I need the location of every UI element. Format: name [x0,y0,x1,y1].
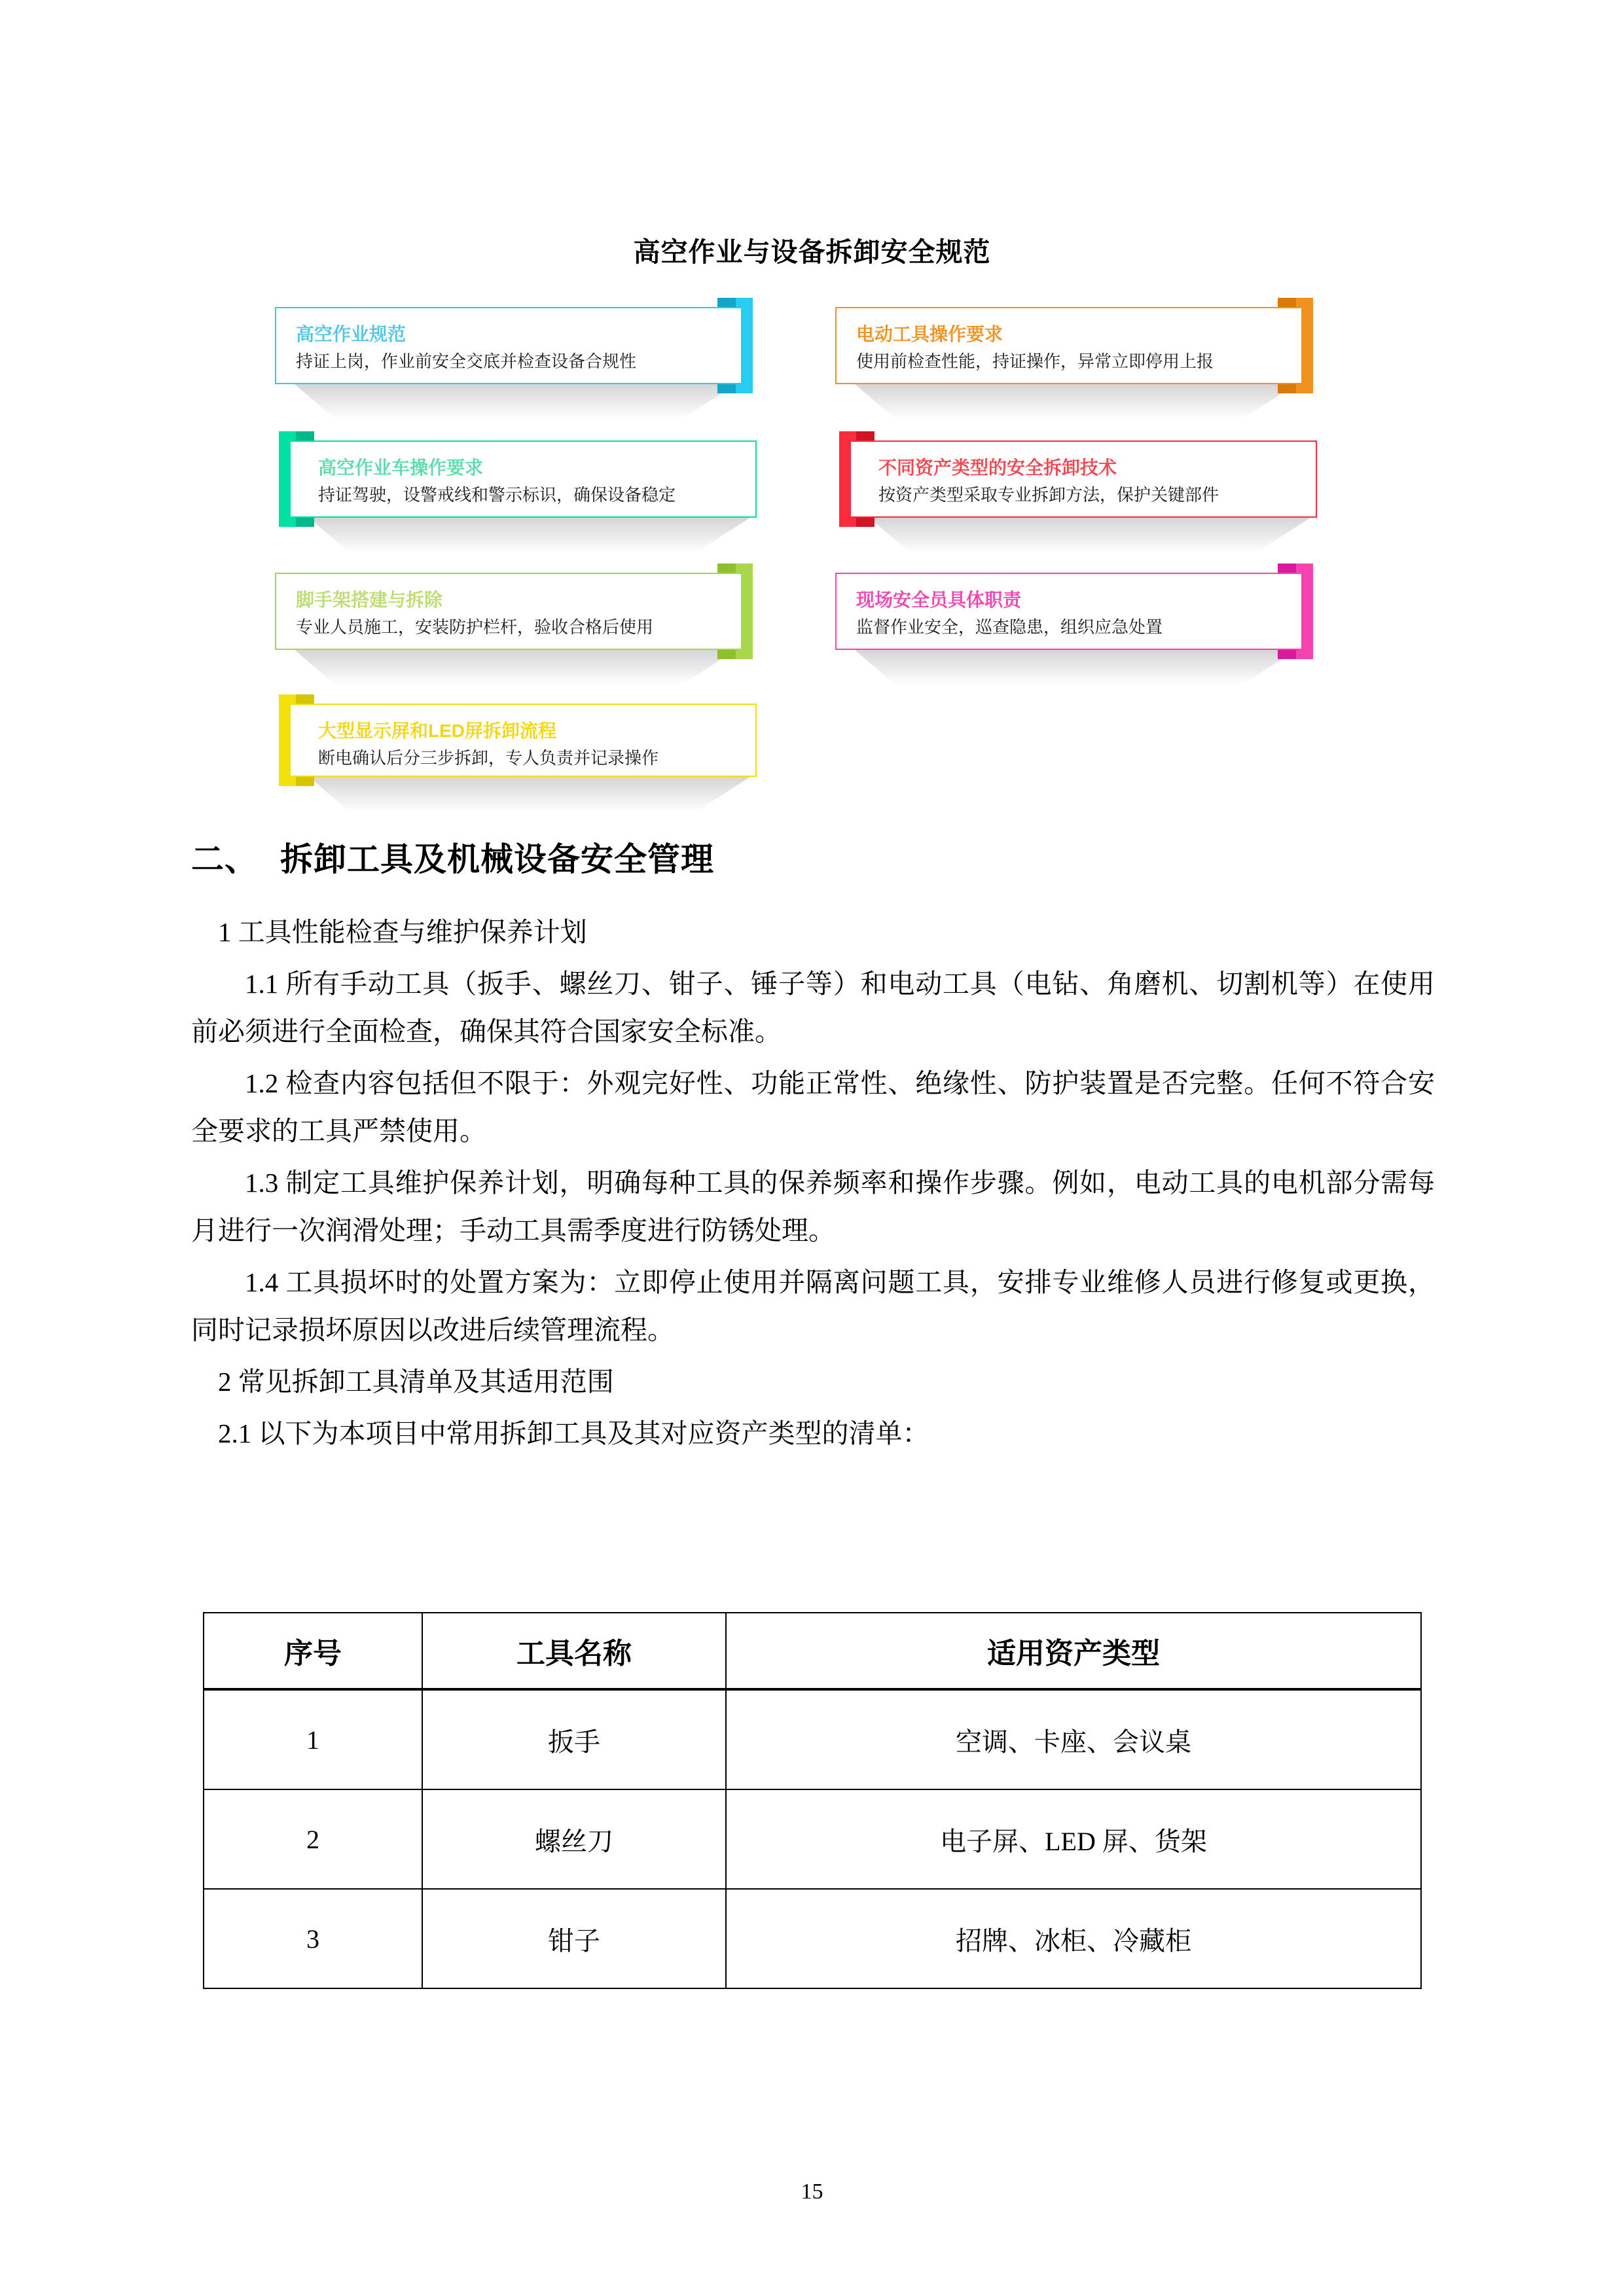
info-card-scaffolding [275,573,742,650]
table-header-index: 序号 [204,1613,422,1689]
card-content [851,442,1316,514]
card-description: 监督作业安全，巡查隐患，组织应急处置 [856,617,1163,637]
paragraph-1-3: 1.3 制定工具维护保养计划，明确每种工具的保养频率和操作步骤。例如，电动工具的电机部分需每月进行一次润滑处理；手动工具需季度进行防锈处理。 [191,1167,1435,1246]
infographic-cards [275,298,1335,795]
info-card-led-screen-dismantling [289,704,757,777]
table-header-asset-type: 适用资产类型 [726,1613,1421,1689]
page-number: 15 [801,2179,823,2204]
card-description: 按资产类型采取专业拆卸方法，保护关键部件 [878,485,1219,505]
table-header-tool-name: 工具名称 [422,1613,726,1689]
info-card-aerial-vehicle-requirements [289,440,757,518]
info-card-power-tool-requirements [835,307,1303,384]
card-box [835,573,1303,650]
card-box [850,440,1317,518]
paragraph-1: 1 工具性能检查与维护保养计划 [218,917,587,947]
card-box [835,307,1303,384]
tools-table [203,1612,1422,1989]
body-content [191,908,1435,1462]
card-shadow [309,518,750,552]
card-content [837,308,1301,380]
card-box [275,307,742,384]
infographic-title: 高空作业与设备拆卸安全规范 [633,237,991,267]
table-row [204,1789,1421,1889]
paragraph-1-1: 1.1 所有手动工具（扳手、螺丝刀、钳子、锤子等）和电动工具（电钻、角磨机、切割机等）在使用前必须进行全面检查，确保其符合国家安全标准。 [191,968,1435,1047]
paragraph-2-1: 2.1 以下为本项目中常用拆卸工具及其对应资产类型的清单： [218,1418,929,1448]
card-heading: 现场安全员具体职责 [856,590,1022,610]
section-number: 二、 [191,841,258,878]
table-cell-asset-type: 招牌、冰柜、冷藏柜 [726,1889,1421,1988]
table-cell-index: 2 [204,1789,422,1889]
card-shadow [295,384,736,418]
card-heading: 大型显示屏和LED屏拆卸流程 [318,721,557,741]
card-content [291,705,755,777]
card-description: 断电确认后分三步拆卸，专人负责并记录操作 [318,748,659,768]
card-box [289,440,757,518]
tools-table-wrapper [203,1612,1422,1989]
table-row [204,1889,1421,1988]
table-cell-index: 3 [204,1889,422,1988]
card-description: 专业人员施工，安装防护栏杆，验收合格后使用 [296,617,654,637]
card-shadow [295,650,736,684]
table-row [204,1689,1421,1789]
table-cell-tool-name: 钳子 [422,1889,726,1988]
card-heading: 高空作业规范 [296,324,406,344]
table-cell-tool-name: 螺丝刀 [422,1789,726,1889]
card-description: 使用前检查性能，持证操作，异常立即停用上报 [856,351,1214,371]
table-cell-tool-name: 扳手 [422,1689,726,1789]
card-content [276,574,741,646]
section-title: 拆卸工具及机械设备安全管理 [280,841,714,878]
card-shadow [855,384,1296,418]
paragraph-1-2: 1.2 检查内容包括但不限于：外观完好性、功能正常性、绝缘性、防护装置是否完整。任何不符合安全要求的工具严禁使用。 [191,1067,1435,1146]
card-shadow [855,650,1296,684]
table-cell-index: 1 [204,1689,422,1789]
card-shadow [309,777,750,811]
card-heading: 高空作业车操作要求 [318,457,484,478]
info-card-asset-type-dismantling [850,440,1317,518]
card-shadow [869,518,1310,552]
section-heading [191,833,714,880]
info-card-safety-officer-duties [835,573,1303,650]
card-heading: 电动工具操作要求 [856,324,1003,344]
card-box [289,704,757,777]
card-content [276,308,741,380]
card-box [275,573,742,650]
table-cell-asset-type: 空调、卡座、会议桌 [726,1689,1421,1789]
table-header-row [204,1613,1421,1689]
paragraph-1-4: 1.4 工具损坏时的处置方案为：立即停止使用并隔离问题工具，安排专业维修人员进行修复或更换，同时记录损坏原因以改进后续管理流程。 [191,1266,1435,1345]
card-content [291,442,755,514]
card-heading: 脚手架搭建与拆除 [296,590,443,610]
info-card-high-altitude-spec [275,307,742,384]
paragraph-2: 2 常见拆卸工具清单及其适用范围 [218,1366,614,1397]
card-content [837,574,1301,646]
table-cell-asset-type: 电子屏、LED 屏、货架 [726,1789,1421,1889]
card-heading: 不同资产类型的安全拆卸技术 [878,457,1117,478]
card-description: 持证上岗，作业前安全交底并检查设备合规性 [296,351,637,371]
card-description: 持证驾驶，设警戒线和警示标识，确保设备稳定 [318,485,676,505]
